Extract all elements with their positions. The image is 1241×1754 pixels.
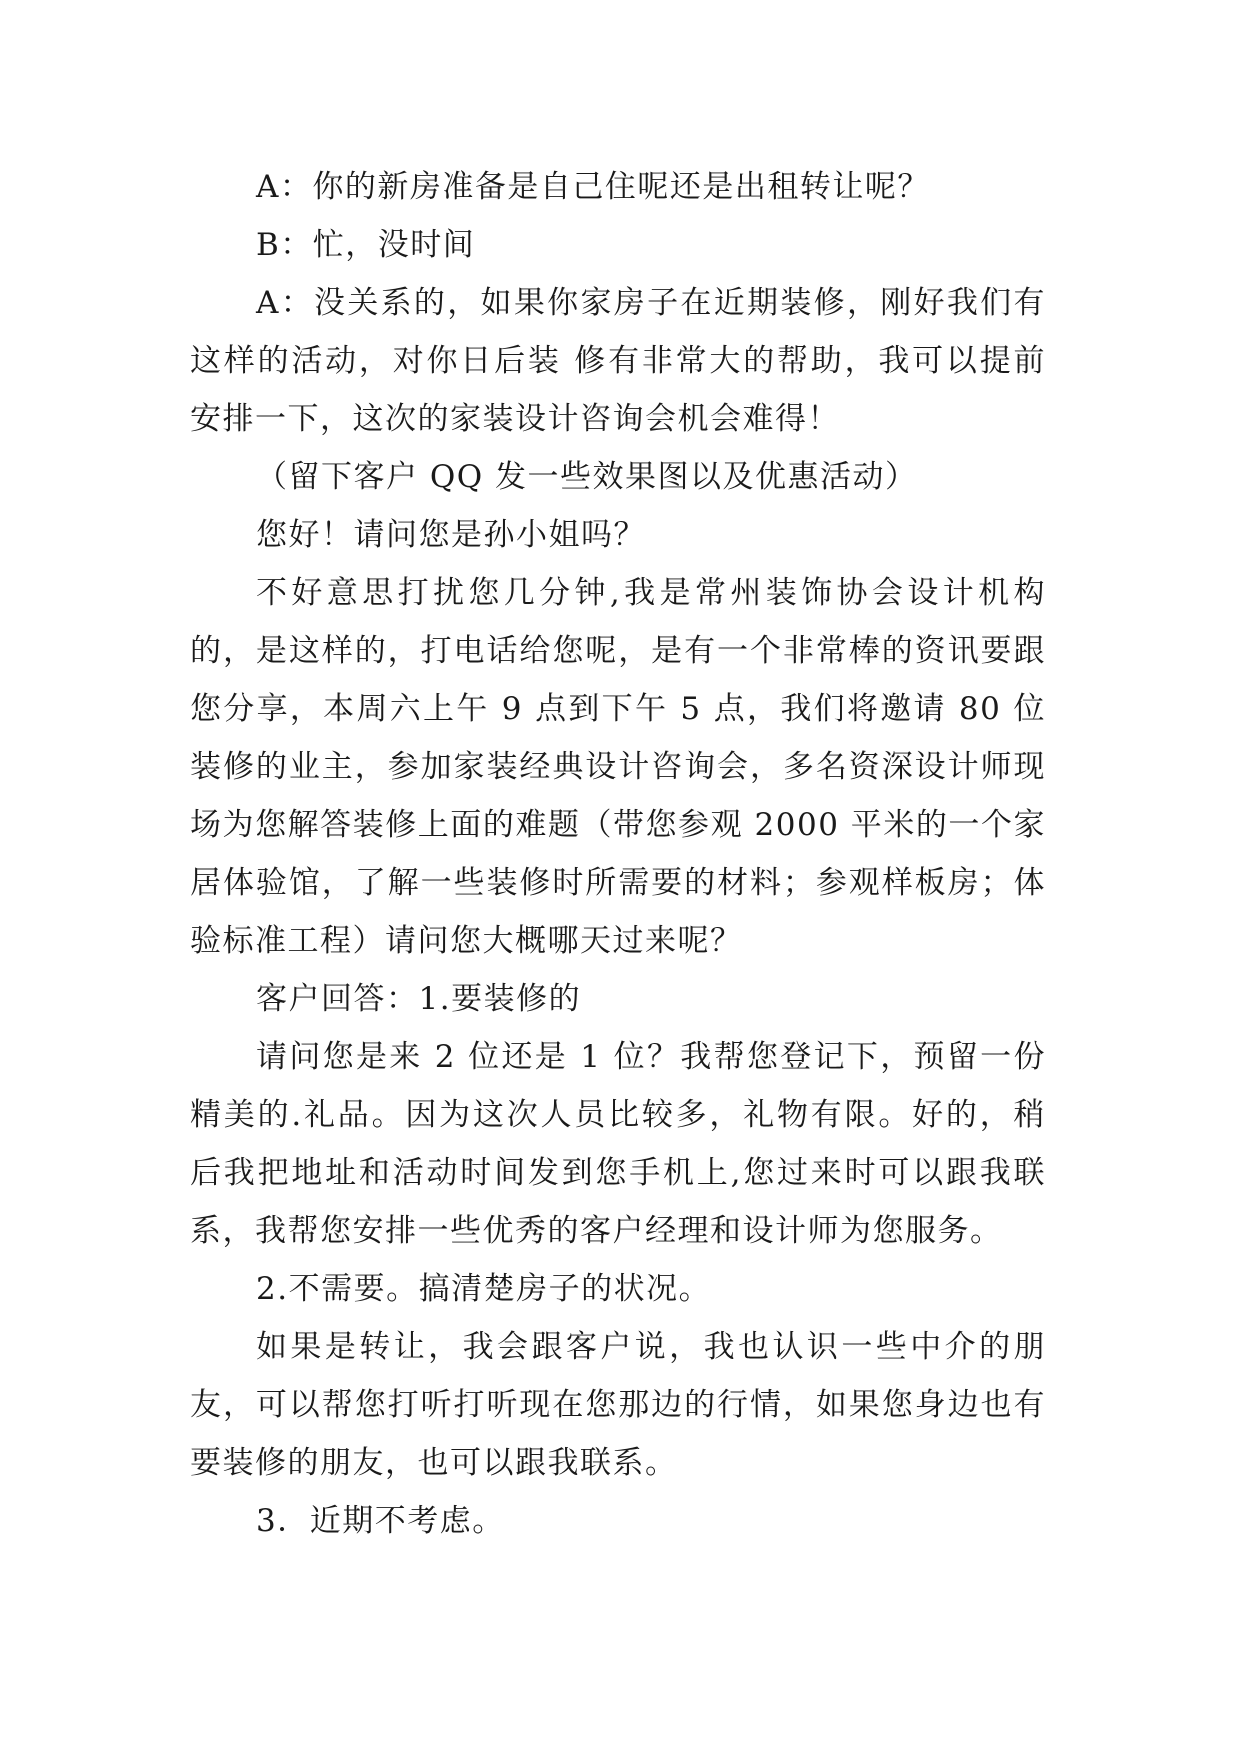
paragraph-registration: 请问您是来 2 位还是 1 位？我帮您登记下，预留一份精美的.礼品。因为这次人员比较多，礼物有限。好的，稍后我把地址和活动时间发到您手机上,您过来时可以跟我联系，我帮您安排一些优秀的客户经理和设计师为您服务。 xyxy=(190,1039,1046,1249)
paragraph-answer-2: 2.不需要。搞清楚房子的状况。 xyxy=(256,1271,712,1307)
paragraph-busy-reply: B：忙，没时间 xyxy=(256,227,476,263)
paragraph-qq-note: （留下客户 QQ 发一些效果图以及优惠活动） xyxy=(256,459,918,495)
paragraph-answer-1: 客户回答：1.要装修的 xyxy=(256,981,582,1017)
paragraph-transfer: 如果是转让，我会跟客户说，我也认识一些中介的朋友，可以帮您打听打听现在您那边的行情，如果您身边也有要装修的朋友，也可以跟我联系。 xyxy=(190,1329,1046,1481)
paragraph-question-new-house: A：你的新房准备是自己住呢还是出租转让呢？ xyxy=(256,169,930,205)
paragraph-greeting: 您好！请问您是孙小姐吗？ xyxy=(256,517,646,553)
paragraph-activity-pitch: A：没关系的，如果你家房子在近期装修，刚好我们有这样的活动，对你日后装 修有非常大的帮助，我可以提前安排一下，这次的家装设计咨询会机会难得！ xyxy=(190,285,1046,437)
document-body xyxy=(190,158,1046,1550)
paragraph-invitation: 不好意思打扰您几分钟,我是常州装饰协会设计机构的，是这样的，打电话给您呢，是有一个非常棒的资讯要跟您分享，本周六上午 9 点到下午 5 点，我们将邀请 80 位装修的业主，参加家装经典设计咨询会，多名资深设计师现场为您解答装修上面的难题（带您参观 2000 平米的一个家居体验馆，了解一些装修时所需要的材料；参观样板房；体验标准工程）请问您大概哪天过来呢？ xyxy=(190,575,1046,959)
paragraph-answer-3: 3．近期不考虑。 xyxy=(256,1503,505,1539)
